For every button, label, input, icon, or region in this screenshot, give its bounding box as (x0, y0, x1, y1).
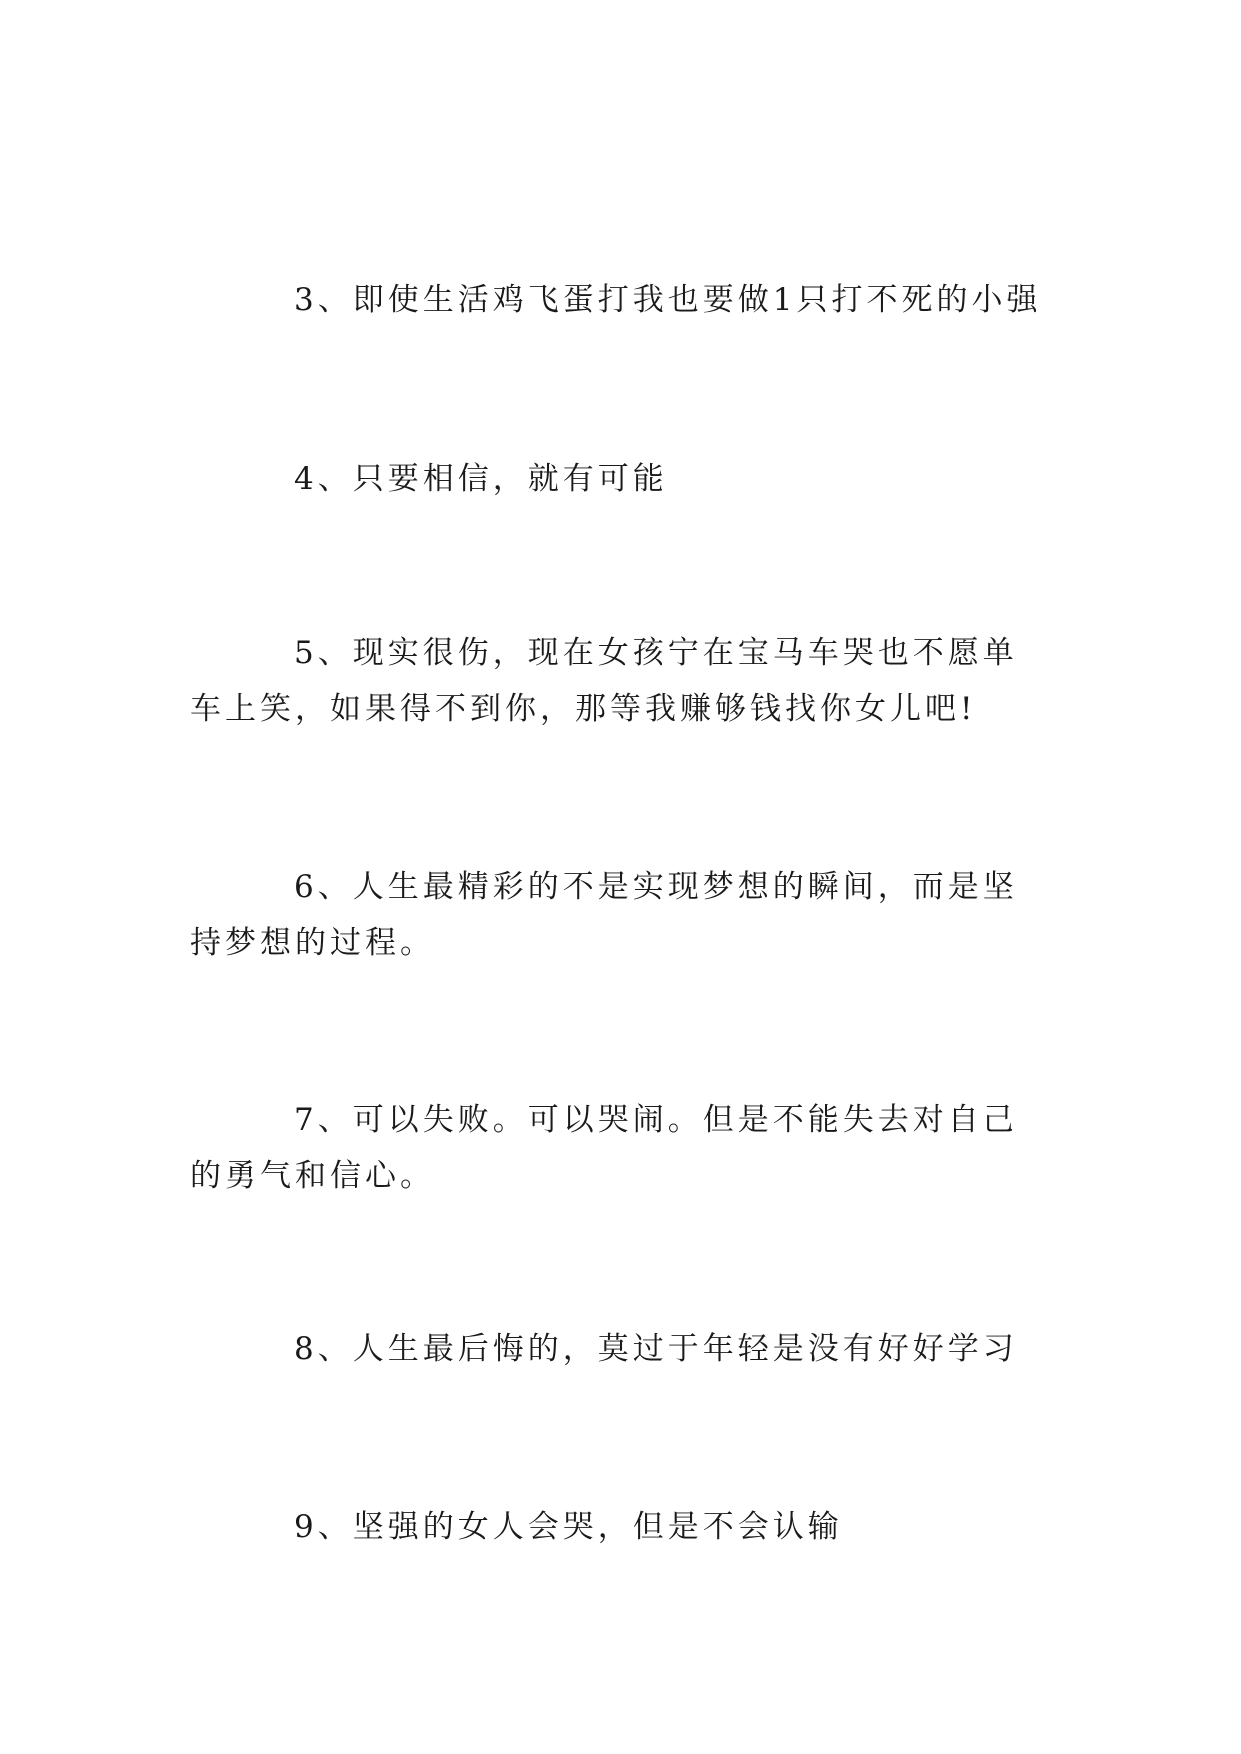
quote-paragraph-4: 4、只要相信，就有可能 (294, 461, 668, 497)
quote-paragraph-3: 3、即使生活鸡飞蛋打我也要做1只打不死的小强 (294, 282, 1042, 318)
quote-paragraph-6: 6、人生最精彩的不是实现梦想的瞬间，而是坚持梦想的过程。 (190, 869, 1018, 961)
quote-paragraph-7: 7、可以失败。可以哭闹。但是不能失去对自己的勇气和信心。 (190, 1102, 1018, 1194)
quote-paragraph-8: 8、人生最后悔的，莫过于年轻是没有好好学习 (294, 1331, 1018, 1367)
quote-paragraph-5: 5、现实很伤，现在女孩宁在宝马车哭也不愿单车上笑，如果得不到你，那等我赚够钱找你女儿吧! (190, 635, 1018, 727)
quote-paragraph-9: 9、坚强的女人会哭，但是不会认输 (294, 1509, 843, 1545)
